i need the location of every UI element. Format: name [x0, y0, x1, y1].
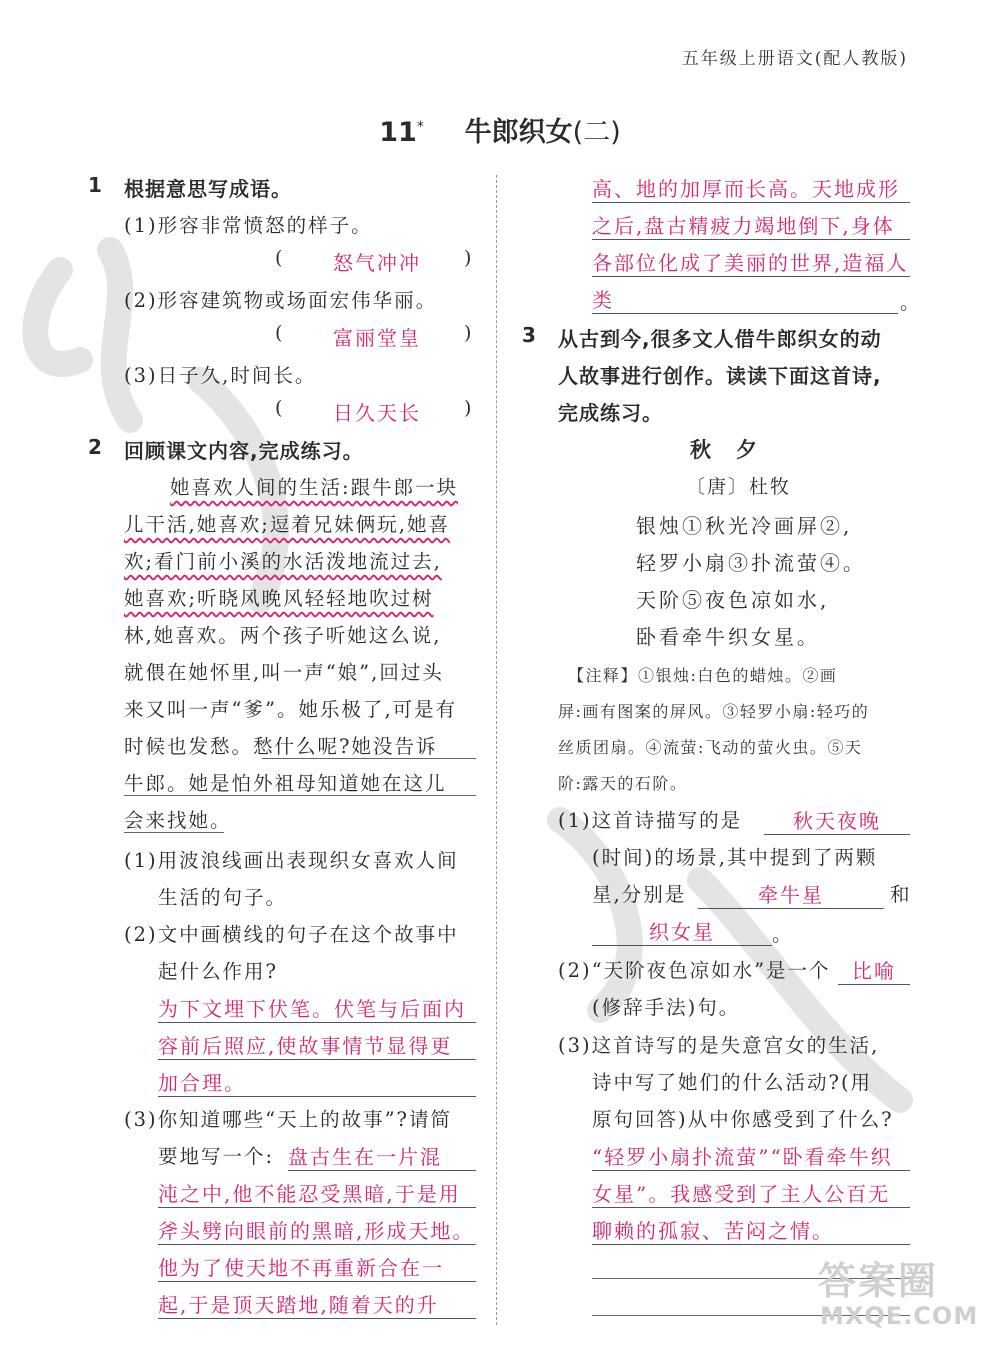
watermark-logo-text: 答案圈 — [818, 1259, 939, 1303]
book-header: 五年级上册语文(配人教版) — [681, 49, 908, 69]
passage-line-7: 来又叫一声“爹”。她乐极了,可是有 — [124, 698, 458, 721]
q1-item3-prompt: (3)日子久,时间长。 — [124, 364, 317, 387]
passage-line-2: 儿干活,她喜欢;逗着兄妹俩玩,她喜 — [124, 513, 450, 536]
q2-sub3-answer-3: 斧头劈向眼前的黑暗,形成天地。 — [158, 1215, 476, 1245]
hline-mark-2 — [124, 795, 476, 796]
note-line-2: 屏:画有图案的屏风。③轻罗小扇:轻巧的 — [558, 702, 870, 721]
q1-item3-paren-open: ( — [275, 397, 283, 419]
q2-sub3-answer-7: 之后,盘古精疲力竭地倒下,身体 — [592, 210, 910, 240]
q2-sub2-answer-2: 容前后照应,使故事情节显得更 — [158, 1030, 476, 1060]
q3-sub3-answer-1: “轻罗小扇扑流萤”“卧看牵牛织 — [592, 1141, 910, 1171]
q2-sub3-line2: 要地写一个: — [158, 1145, 275, 1168]
poem-line-2: 轻罗小扇③扑流萤④。 — [636, 551, 866, 575]
note-line-3: 丝质团扇。④流萤:飞动的萤火虫。⑤天 — [558, 738, 863, 757]
lesson-part: (二) — [572, 117, 621, 148]
q3-sub3-line1: (3)这首诗写的是失意宫女的生活, — [558, 1034, 880, 1057]
q1-item3-paren-close: ) — [464, 397, 472, 419]
q3-sub1-line2: (时间)的场景,其中提到了两颗 — [592, 846, 878, 869]
q2-sub2-answer-1: 为下文埋下伏笔。伏笔与后面内 — [158, 993, 476, 1023]
q1-item2-prompt: (2)形容建筑物或场面宏伟华丽。 — [124, 289, 438, 312]
q2-sub3-answer-2: 沌之中,他不能忍受黑暗,于是用 — [158, 1178, 476, 1208]
q2-number: 2 — [88, 435, 102, 459]
q3-sub3-line3: 原句回答)从中你感受到了什么? — [592, 1108, 894, 1131]
hline-mark-3 — [124, 832, 224, 833]
poem-title: 秋 夕 — [690, 438, 759, 462]
q1-heading: 根据意思写成语。 — [124, 177, 292, 201]
q3-sub2-line2: (修辞手法)句。 — [592, 996, 741, 1019]
q2-sub3-answer-9: 类 — [592, 284, 898, 314]
q3-heading-3: 完成练习。 — [558, 401, 663, 425]
column-divider — [496, 175, 497, 1325]
watermark-url: MXQE.COM — [820, 1302, 979, 1330]
q2-sub3-answer-8: 各部位化成了美丽的世界,造福人 — [592, 247, 910, 277]
passage-line-8: 时候也发愁。愁什么呢?她没告诉 — [124, 735, 438, 758]
q3-sub1-line3: 星,分别是 — [592, 883, 687, 906]
passage-line-9: 牛郎。她是怕外祖母知道她在这儿 — [124, 772, 447, 795]
q2-sub2-line2: 起什么作用? — [158, 960, 278, 983]
passage-line-1: 她喜欢人间的生活:跟牛郎一块 — [170, 476, 459, 499]
note-line-4: 阶:露天的石阶。 — [558, 774, 688, 793]
q2-sub2-line1: (2)文中画横线的句子在这个故事中 — [124, 923, 459, 946]
q3-sub3-answer-3: 聊赖的孤寂、苦闷之情。 — [592, 1215, 910, 1245]
q1-item1-paren-close: ) — [464, 247, 472, 269]
passage-line-4: 她喜欢;听晓风晚风轻轻地吹过树 — [124, 587, 434, 610]
q3-sub1-prompt: (1)这首诗描写的是 — [558, 809, 743, 832]
q3-sub1-period: 。 — [772, 923, 794, 946]
hline-mark-1 — [262, 758, 476, 759]
poem-line-3: 天阶⑤夜色凉如水, — [636, 588, 830, 612]
passage-line-5: 林,她喜欢。两个孩子听她这么说, — [124, 624, 442, 647]
q2-sub1-line2: 生活的句子。 — [158, 886, 288, 909]
q3-sub1-and: 和 — [890, 883, 912, 906]
q3-sub3-line2: 诗中写了她们的什么活动?(用 — [592, 1071, 873, 1094]
q2-sub3-period: 。 — [900, 291, 922, 314]
poem-author: 〔唐〕杜牧 — [686, 476, 792, 498]
poem-line-1: 银烛①秋光冷画屏②, — [636, 514, 853, 538]
passage-line-6: 就偎在她怀里,叫一声“娘”,回过头 — [124, 661, 444, 684]
q2-sub3-answer-5: 起,于是顶天踏地,随着天的升 — [158, 1289, 476, 1319]
q2-sub3-answer-4: 他为了使天地不再重新合在一 — [158, 1252, 476, 1282]
q2-heading: 回顾课文内容,完成练习。 — [124, 439, 364, 463]
lesson-number: 11 — [379, 117, 417, 148]
q1-item2-answer: 富丽堂皇 — [333, 326, 421, 350]
passage-line-3: 欢;看门前小溪的水活泼地流过去, — [124, 550, 442, 573]
lesson-star: * — [416, 119, 424, 135]
q3-sub2-answer: 比喻 — [838, 955, 910, 985]
note-line-1: 【注释】①银烛:白色的蜡烛。②画 — [568, 666, 838, 685]
lesson-title — [0, 110, 1000, 149]
q1-item1-prompt: (1)形容非常愤怒的样子。 — [124, 214, 373, 237]
q3-heading-2: 人故事进行创作。读读下面这首诗, — [558, 364, 882, 388]
q1-item3-answer: 日久天长 — [333, 401, 421, 425]
q2-sub2-answer-3: 加合理。 — [158, 1067, 476, 1097]
q1-item1-paren-open: ( — [275, 247, 283, 269]
q2-sub3-answer-1: 盘古生在一片混 — [288, 1141, 476, 1171]
q1-item2-paren-open: ( — [275, 322, 283, 344]
lesson-name: 牛郎织女 — [464, 117, 573, 148]
poem-line-4: 卧看牵牛织女星。 — [636, 625, 820, 649]
q3-sub3-answer-2: 女星”。我感受到了主人公百无 — [592, 1178, 910, 1208]
q2-sub1-line1: (1)用波浪线画出表现织女喜欢人间 — [124, 849, 459, 872]
q2-sub3-answer-6: 高、地的加厚而长高。天地成形 — [592, 173, 910, 203]
q3-sub1-answer-star1: 牵牛星 — [698, 879, 884, 909]
q2-sub3-line1: (3)你知道哪些“天上的故事”?请简 — [124, 1108, 453, 1131]
q3-sub1-answer-star2: 织女星 — [592, 916, 772, 946]
q3-sub2-prompt: (2)“天阶夜色凉如水”是一个 — [558, 959, 831, 982]
q3-number: 3 — [522, 323, 536, 347]
q1-number: 1 — [88, 173, 102, 197]
q1-item1-answer: 怒气冲冲 — [333, 251, 421, 275]
passage-line-10: 会来找她。 — [124, 809, 232, 832]
q3-sub1-answer-time: 秋天夜晚 — [764, 805, 910, 835]
q3-heading-1: 从古到今,很多文人借牛郎织女的动 — [558, 327, 882, 351]
q1-item2-paren-close: ) — [464, 322, 472, 344]
